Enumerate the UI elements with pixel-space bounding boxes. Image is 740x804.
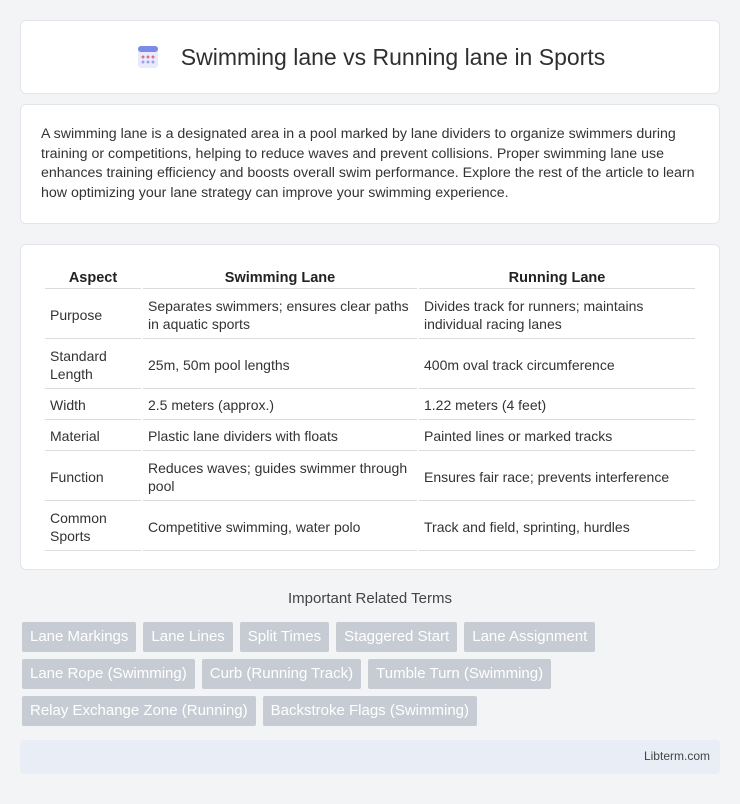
footer — [20, 740, 720, 774]
table-row — [45, 453, 695, 501]
swimming-cell: 2.5 meters (approx.) — [143, 391, 417, 420]
tag-relay-exchange-zone[interactable]: Relay Exchange Zone (Running) — [22, 696, 256, 726]
header-card — [20, 20, 720, 94]
tag-split-times[interactable]: Split Times — [240, 622, 329, 652]
swimming-cell: 25m, 50m pool lengths — [143, 341, 417, 389]
running-cell: 400m oval track circumference — [419, 341, 695, 389]
table-row — [45, 422, 695, 451]
tag-curb[interactable]: Curb (Running Track) — [202, 659, 361, 689]
tag-lane-markings[interactable]: Lane Markings — [22, 622, 136, 652]
aspect-cell: Standard Length — [45, 341, 141, 389]
swimming-cell: Plastic lane dividers with floats — [143, 422, 417, 451]
running-cell: Divides track for runners; maintains individual racing lanes — [419, 291, 695, 339]
aspect-cell: Function — [45, 453, 141, 501]
column-header-swimming: Swimming Lane — [143, 267, 417, 289]
tag-backstroke-flags[interactable]: Backstroke Flags (Swimming) — [263, 696, 477, 726]
page-title: Swimming lane vs Running lane in Sports — [180, 43, 606, 70]
tag-tumble-turn[interactable]: Tumble Turn (Swimming) — [368, 659, 551, 689]
table-row — [45, 391, 695, 420]
intro-text: A swimming lane is a designated area in a pool marked by lane dividers to organize swimmers during training or competitions, helping to reduce waves and prevent collisions. Proper swimming lane use enhances training efficiency and boosts overall swim performance. Explore the rest of the article to learn how optimizing your lane strategy can improve your swimming experience. — [41, 126, 695, 201]
comparison-table-card — [20, 244, 720, 570]
tag-lane-assignment[interactable]: Lane Assignment — [464, 622, 595, 652]
aspect-cell: Common Sports — [45, 503, 141, 551]
table-header-row — [45, 267, 695, 289]
table-row — [45, 291, 695, 339]
comparison-table — [43, 265, 697, 553]
footer-brand[interactable]: Libterm.com — [643, 749, 710, 763]
tag-lane-rope[interactable]: Lane Rope (Swimming) — [22, 659, 195, 689]
tag-lane-lines[interactable]: Lane Lines — [143, 622, 232, 652]
column-header-running: Running Lane — [419, 267, 695, 289]
document-chart-icon — [135, 44, 161, 70]
swimming-cell: Reduces waves; guides swimmer through pool — [143, 453, 417, 501]
running-cell: Painted lines or marked tracks — [419, 422, 695, 451]
related-terms-title: Important Related Terms — [288, 590, 452, 607]
table-row — [45, 503, 695, 551]
aspect-cell: Width — [45, 391, 141, 420]
running-cell: 1.22 meters (4 feet) — [419, 391, 695, 420]
tag-staggered-start[interactable]: Staggered Start — [336, 622, 457, 652]
related-terms-list — [22, 622, 722, 726]
swimming-cell: Competitive swimming, water polo — [143, 503, 417, 551]
running-cell: Track and field, sprinting, hurdles — [419, 503, 695, 551]
swimming-cell: Separates swimmers; ensures clear paths in aquatic sports — [143, 291, 417, 339]
aspect-cell: Purpose — [45, 291, 141, 339]
column-header-aspect: Aspect — [45, 267, 141, 289]
aspect-cell: Material — [45, 422, 141, 451]
intro-card — [20, 104, 720, 224]
running-cell: Ensures fair race; prevents interference — [419, 453, 695, 501]
table-row — [45, 341, 695, 389]
